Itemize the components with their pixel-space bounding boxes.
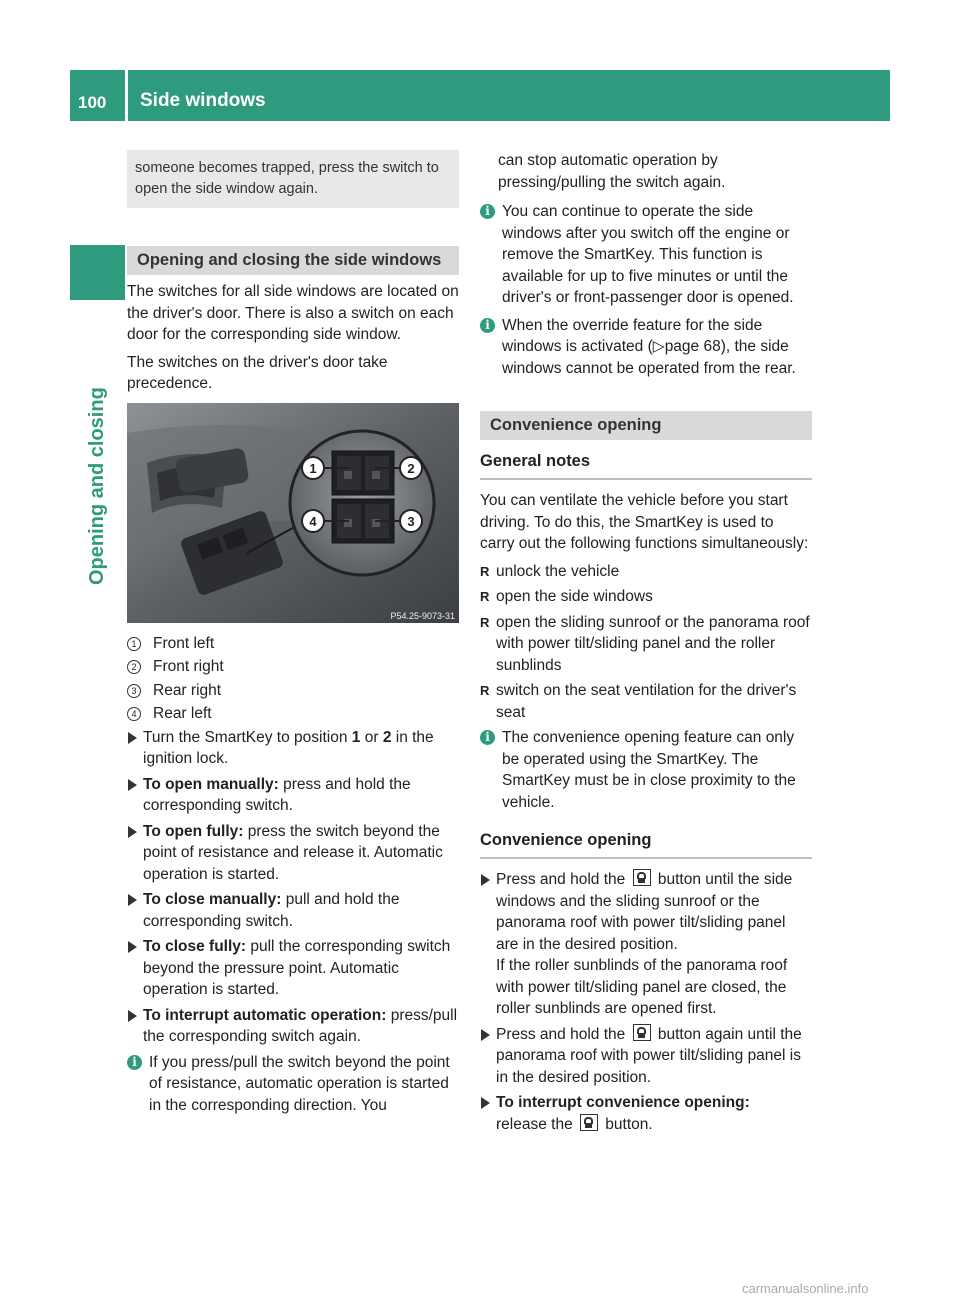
watermark: carmanualsonline.info xyxy=(742,1281,869,1296)
left-column xyxy=(127,150,459,1122)
subheading-convenience-opening: Convenience opening xyxy=(480,829,812,859)
svg-text:3: 3 xyxy=(407,513,415,529)
list-item: R switch on the seat ventilation for the driver's seat xyxy=(480,680,812,723)
svg-text:1: 1 xyxy=(309,460,317,476)
legend-number: 3 xyxy=(127,684,141,698)
info-icon: i xyxy=(127,1055,142,1070)
paragraph-switch-location: The switches for all side windows are located on the driver's door. There is also a switch on each door for the corresponding side window. xyxy=(127,283,459,343)
callout-4 xyxy=(302,510,324,532)
svg-text:2: 2 xyxy=(407,460,415,476)
chapter-label: Opening and closing xyxy=(86,387,108,585)
unlock-icon xyxy=(633,1024,651,1041)
callout-3 xyxy=(400,510,422,532)
info-note-after-engine-off: i You can continue to operate the side windows after you switch off the engine or remove the SmartKey. This function is available for up to five minutes or until the driver's or front-passenger door is opened. xyxy=(480,201,812,309)
legend-item xyxy=(127,680,459,702)
info-note-override: i When the override feature for the side windows is activated (▷page 68), the side windows cannot be operated from the rear. xyxy=(480,315,812,380)
unlock-icon xyxy=(633,869,651,886)
list-item: R unlock the vehicle xyxy=(480,561,812,583)
step-interrupt: To interrupt automatic operation: press/pull the corresponding switch again. xyxy=(127,1005,459,1048)
svg-text:4: 4 xyxy=(309,513,317,529)
legend-label: Front right xyxy=(153,658,224,675)
legend-label: Front left xyxy=(153,634,215,652)
warning-continuation: someone becomes trapped, press the switch to open the side window again. xyxy=(127,150,459,208)
step-open-fully: To open fully: press the switch beyond the point of resistance and release it. Automatic operation is started. xyxy=(127,821,459,886)
legend-number: 2 xyxy=(127,660,141,674)
info-icon: i xyxy=(480,730,495,745)
list-item: R open the side windows xyxy=(480,586,812,608)
step-interrupt-convenience: To interrupt convenience opening: release the button. xyxy=(480,1092,812,1135)
page-title: Side windows xyxy=(140,90,266,111)
legend-number: 1 xyxy=(127,637,141,651)
step-close-fully: To close fully: pull the corresponding switch beyond the pressure point. Automatic operation is started. xyxy=(127,936,459,1001)
step-press-hold-again: Press and hold the button again until the panorama roof with power tilt/sliding panel is in the desired position. xyxy=(480,1024,812,1089)
section-heading-opening-closing: Opening and closing the side windows xyxy=(127,246,459,275)
switch-legend xyxy=(127,633,459,725)
window-steps xyxy=(127,727,459,1048)
legend-item xyxy=(127,703,459,725)
legend-item xyxy=(127,656,459,678)
section-heading-convenience: Convenience opening xyxy=(480,411,812,440)
paragraph-continued: can stop automatic operation by pressing/pulling the switch again. xyxy=(498,152,726,191)
page-number: 100 xyxy=(78,93,107,112)
subheading-general-notes: General notes xyxy=(480,450,812,480)
info-note-smartkey: i The convenience opening feature can only be operated using the SmartKey. The SmartKey must be in close proximity to the vehicle. xyxy=(480,727,812,813)
page-reference-link[interactable]: page 68 xyxy=(664,338,721,355)
legend-number: 4 xyxy=(127,707,141,721)
paragraph-ventilate: You can ventilate the vehicle before you start driving. To do this, the SmartKey is used to carry out the following functions simultaneously: xyxy=(480,492,809,552)
info-icon: i xyxy=(480,318,495,333)
chapter-marker xyxy=(70,245,125,300)
list-item: R open the sliding sunroof or the panorama roof with power tilt/sliding panel and the roller sunblinds xyxy=(480,612,812,677)
legend-label: Rear right xyxy=(153,681,222,699)
step-ignition: Turn the SmartKey to position 1 or 2 in the ignition lock. xyxy=(127,727,459,770)
info-icon: i xyxy=(480,204,495,219)
info-note-resistance: i If you press/pull the switch beyond the point of resistance, automatic operation is started in the corresponding direction. You xyxy=(127,1052,459,1117)
header-divider xyxy=(125,70,128,121)
step-close-manually: To close manually: pull and hold the corresponding switch. xyxy=(127,889,459,932)
function-list xyxy=(480,561,812,724)
unlock-icon xyxy=(580,1114,598,1131)
callout-1 xyxy=(302,457,324,479)
arrow-icon: ▷ xyxy=(652,338,665,355)
legend-item xyxy=(127,633,459,655)
legend-label: Rear left xyxy=(153,705,212,722)
callout-2 xyxy=(400,457,422,479)
step-open-manually: To open manually: press and hold the corresponding switch. xyxy=(127,774,459,817)
right-column xyxy=(480,150,812,1139)
figure-code: P54.25-9073-31 xyxy=(390,610,455,621)
step-press-hold: Press and hold the button until the side windows and the sliding sunroof or the panorama roof with power tilt/sliding panel are in the desired position. If the roller sunblinds of the panorama roof with power tilt/sliding panel are closed, the roller sunblinds are opened first. xyxy=(480,869,812,1020)
paragraph-switch-precedence: The switches on the driver's door take precedence. xyxy=(127,353,388,392)
convenience-steps xyxy=(480,869,812,1135)
door-switch-figure xyxy=(127,403,459,623)
door-switch-illustration xyxy=(127,403,459,623)
